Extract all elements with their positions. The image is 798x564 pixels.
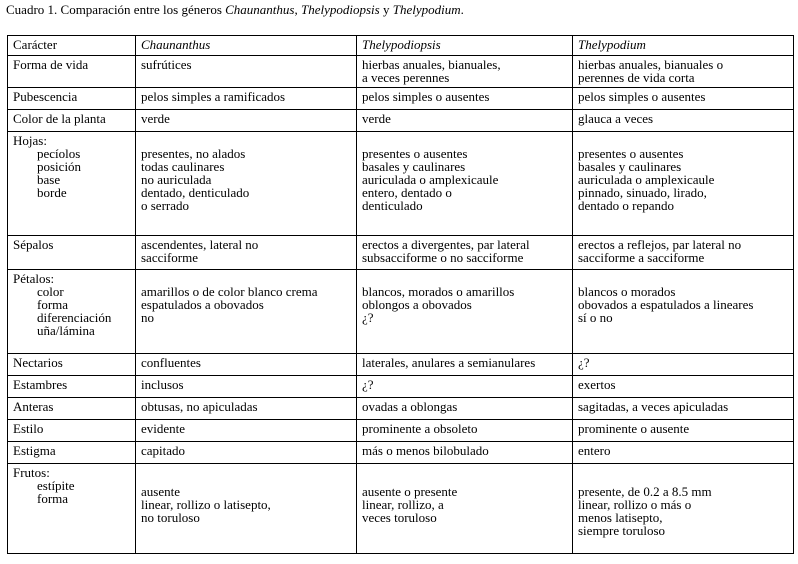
cell-thelypodiopsis: verde (357, 110, 573, 132)
cell-thelypodium: hierbas anuales, bianuales o perennes de vida corta (573, 56, 794, 88)
cell-chaunanthus: sufrútices (136, 56, 357, 88)
cell-thelypodiopsis: hierbas anuales, bianuales, a veces perennes (357, 56, 573, 88)
cell-chaunanthus (136, 132, 357, 236)
sub-label-estipite: estípite (37, 478, 75, 493)
sub-label-diferenciacion: diferenciación (37, 310, 112, 325)
cell-chaunanthus: ascendentes, lateral no sacciforme (136, 236, 357, 270)
row-label-frutos (8, 464, 136, 554)
header-thelypodiopsis: Thelypodiopsis (357, 36, 573, 56)
sub-label-una-lamina: uña/lámina (37, 323, 95, 338)
comparison-table (7, 35, 794, 554)
header-thelypodium: Thelypodium (573, 36, 794, 56)
cell-chaunanthus (136, 464, 357, 554)
cell-thelypodiopsis: erectos a divergentes, par lateral subsacciforme o no sacciforme (357, 236, 573, 270)
cell-thelypodiopsis (357, 132, 573, 236)
cell-chaunanthus: confluentes (136, 354, 357, 376)
row-label: Frutos: (13, 465, 50, 480)
sub-label-borde: borde (37, 185, 67, 200)
cell-chaunanthus: obtusas, no apiculadas (136, 398, 357, 420)
row-label: Nectarios (8, 354, 136, 376)
cell-thelypodium: ¿? (573, 354, 794, 376)
row-label: Estigma (8, 442, 136, 464)
sub-label-peciolos: pecíolos (37, 146, 81, 161)
cell-thelypodium: pelos simples o ausentes (573, 88, 794, 110)
row-pubescencia (8, 88, 794, 110)
cell-text: presentes, no alados todas caulinares no auriculada dentado, denticulado o serrado (141, 146, 250, 213)
sub-label-forma: forma (37, 491, 69, 506)
cell-thelypodium: entero (573, 442, 794, 464)
header-chaunanthus: Chaunanthus (136, 36, 357, 56)
row-label: Color de la planta (8, 110, 136, 132)
cell-thelypodium (573, 464, 794, 554)
row-hojas (8, 132, 794, 236)
cell-thelypodium (573, 132, 794, 236)
cell-chaunanthus: inclusos (136, 376, 357, 398)
cell-chaunanthus: evidente (136, 420, 357, 442)
cell-thelypodiopsis: ovadas a oblongas (357, 398, 573, 420)
cell-thelypodiopsis (357, 464, 573, 554)
sub-label-forma: forma (37, 297, 69, 312)
cell-thelypodiopsis: más o menos bilobulado (357, 442, 573, 464)
cell-text: blancos, morados o amarillos oblongos a obovados ¿? (362, 284, 515, 325)
cell-thelypodium: exertos (573, 376, 794, 398)
row-label-petalos (8, 270, 136, 354)
cell-thelypodiopsis (357, 270, 573, 354)
cell-text: ausente o presente linear, rollizo, a veces toruloso (362, 484, 458, 525)
row-estambres (8, 376, 794, 398)
cell-thelypodium: prominente o ausente (573, 420, 794, 442)
header-row (8, 36, 794, 56)
cell-thelypodiopsis: prominente a obsoleto (357, 420, 573, 442)
cell-thelypodiopsis: laterales, anulares a semianulares (357, 354, 573, 376)
cell-text: presente, de 0.2 a 8.5 mm linear, rollizo o más o menos latisepto, siempre toruloso (578, 484, 712, 538)
row-label: Pubescencia (8, 88, 136, 110)
cell-thelypodium: glauca a veces (573, 110, 794, 132)
row-anteras (8, 398, 794, 420)
row-sepalos (8, 236, 794, 270)
caption-genus-thelypodiopsis: Thelypodiopsis (300, 2, 380, 17)
cell-text: presentes o ausentes basales y caulinares auriculada o amplexicaule entero, dentado o denticulado (362, 146, 499, 213)
row-label: Pétalos: (13, 271, 55, 286)
row-label: Estilo (8, 420, 136, 442)
row-color-de-la-planta (8, 110, 794, 132)
row-label: Hojas: (13, 133, 47, 148)
cell-chaunanthus: verde (136, 110, 357, 132)
cell-text: presentes o ausentes basales y caulinares auriculada o amplexicaule pinnado, sinuado, lirado, dentado o repando (578, 146, 715, 213)
row-label-hojas (8, 132, 136, 236)
sub-label-base: base (37, 172, 61, 187)
table-caption (6, 2, 464, 18)
caption-suffix: . (460, 2, 464, 17)
header-caracter: Carácter (8, 36, 136, 56)
cell-thelypodium (573, 270, 794, 354)
cell-thelypodiopsis: ¿? (357, 376, 573, 398)
caption-genus-thelypodium: Thelypodium (392, 2, 461, 17)
row-label: Sépalos (8, 236, 136, 270)
caption-sep1: , (294, 2, 301, 17)
sub-label-color: color (37, 284, 64, 299)
caption-sep2: y (379, 2, 393, 17)
cell-text: ausente linear, rollizo o latisepto, no toruloso (141, 484, 271, 525)
row-nectarios (8, 354, 794, 376)
row-label: Estambres (8, 376, 136, 398)
row-label: Anteras (8, 398, 136, 420)
cell-thelypodiopsis: pelos simples o ausentes (357, 88, 573, 110)
row-forma-de-vida (8, 56, 794, 88)
cell-thelypodium: sagitadas, a veces apiculadas (573, 398, 794, 420)
row-petalos (8, 270, 794, 354)
row-estilo (8, 420, 794, 442)
cell-chaunanthus: pelos simples a ramificados (136, 88, 357, 110)
row-frutos (8, 464, 794, 554)
cell-text: amarillos o de color blanco crema espatulados a obovados no (141, 284, 318, 325)
cell-chaunanthus: capitado (136, 442, 357, 464)
cell-chaunanthus (136, 270, 357, 354)
row-label: Forma de vida (8, 56, 136, 88)
sub-label-posicion: posición (37, 159, 82, 174)
row-estigma (8, 442, 794, 464)
cell-thelypodium: erectos a reflejos, par lateral no sacciforme a sacciforme (573, 236, 794, 270)
caption-genus-chaunanthus: Chaunanthus (225, 2, 295, 17)
caption-prefix: Cuadro 1. Comparación entre los géneros (6, 2, 226, 17)
cell-text: blancos o morados obovados a espatulados a lineares sí o no (578, 284, 754, 325)
